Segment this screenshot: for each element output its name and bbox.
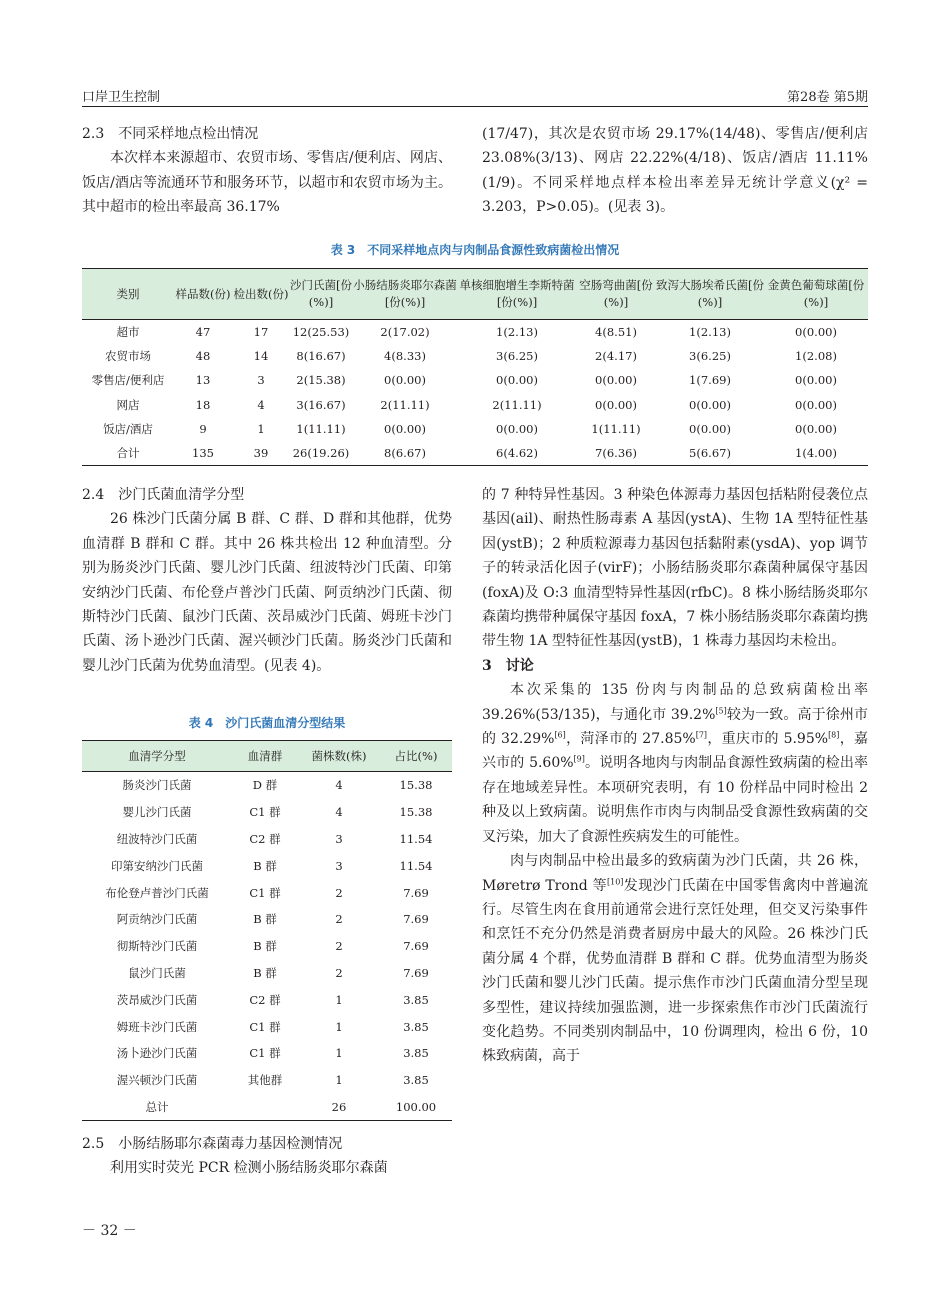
table-cell: 1 xyxy=(257,421,265,436)
text-run: 较为一致。高于徐州市的 32.29% xyxy=(482,706,869,748)
right-column-lower xyxy=(482,483,868,1069)
table-cell: 12(25.53) xyxy=(292,325,350,340)
table-header-cell: 菌株数(株) xyxy=(311,749,367,763)
table-cell: 4 xyxy=(335,805,343,820)
table-cell: 47 xyxy=(195,325,211,340)
table-cell: 0(0.00) xyxy=(795,373,837,388)
table-row xyxy=(82,368,868,392)
table-cell: 135 xyxy=(192,446,214,461)
table-row xyxy=(82,772,452,799)
table-row xyxy=(82,1040,452,1067)
table-cell: 8(16.67) xyxy=(296,349,346,364)
citation-ref[interactable]: [7] xyxy=(695,730,708,740)
table-cell: 0(0.00) xyxy=(384,373,426,388)
table-row xyxy=(82,826,452,853)
table-cell: 1(2.13) xyxy=(689,325,731,340)
section-2-5 xyxy=(82,1132,452,1181)
citation-ref[interactable]: [5] xyxy=(715,706,727,715)
table-row xyxy=(82,320,868,345)
table-cell: 1 xyxy=(335,1019,343,1034)
table-cell: B 群 xyxy=(253,965,277,980)
section-2-5-paragraph-start: 利用实时荧光 PCR 检测小肠结肠炎耶尔森菌 xyxy=(110,1160,388,1177)
table-cell: 3 xyxy=(335,831,343,846)
table-cell: 3.85 xyxy=(403,1019,429,1034)
table-cell: 8(6.67) xyxy=(384,446,426,461)
table-cell: 3(6.25) xyxy=(689,349,731,364)
table-header-cell: 检出数(份) xyxy=(233,286,289,301)
table-cell: 13 xyxy=(195,373,211,388)
table-cell: 网店 xyxy=(116,397,140,412)
table-header-cell: 占比(%) xyxy=(394,749,438,763)
text-run: 肉与肉制品中检出最多的致病菌为沙门氏菌，共 26 株，Møretrø Trond 等 xyxy=(482,853,868,894)
section-2-4 xyxy=(82,483,452,678)
table-cell: B 群 xyxy=(253,939,277,954)
table-cell: 超市 xyxy=(116,325,140,340)
table-cell: 0(0.00) xyxy=(689,421,731,436)
table-cell: C2 群 xyxy=(249,992,281,1007)
table-cell: 0(0.00) xyxy=(595,373,637,388)
table-cell: 印第安纳沙门氏菌 xyxy=(111,858,203,873)
table-cell: 0(0.00) xyxy=(496,373,538,388)
table-cell: 18 xyxy=(195,397,211,412)
table-cell: 0(0.00) xyxy=(795,325,837,340)
table-cell: 2 xyxy=(335,885,343,900)
table-cell: 7.69 xyxy=(403,939,429,954)
table-4-caption: 表 4 沙门氏菌血清分型结果 xyxy=(188,716,346,730)
section-3-title: 3 讨论 xyxy=(482,657,534,674)
table-header-cell: 类别 xyxy=(116,286,140,301)
table-row xyxy=(82,417,868,441)
table-cell: 茨昂威沙门氏菌 xyxy=(116,992,198,1007)
text-run: ，嘉兴市的 5.60% xyxy=(482,731,868,772)
text-run: 本次采集的 135 份肉与肉制品的总致病菌检出率 39.26%(53/135)，与通化市 39.2% xyxy=(482,682,868,723)
table-3 xyxy=(82,268,868,466)
section-2-3-paragraph: 本次样本来源超市、农贸市场、零售店/便利店、网店、饭店/酒店等流通环节和服务环节，以超市和农贸市场为主。其中超市的检出率最高 36.17% xyxy=(82,150,452,216)
table-cell: B 群 xyxy=(253,858,277,873)
table-cell: C1 群 xyxy=(249,805,281,820)
table-cell: 1(11.11) xyxy=(591,421,641,436)
table-cell: 3(6.25) xyxy=(496,349,538,364)
table-header-cell: 血清群 xyxy=(247,749,283,763)
table-cell: 39 xyxy=(253,446,269,461)
journal-name: 口岸卫生控制 xyxy=(82,90,161,105)
table-cell: 肠炎沙门氏菌 xyxy=(122,778,192,793)
table-cell: 7(6.36) xyxy=(595,446,637,461)
table-row xyxy=(82,1013,452,1040)
table-cell: 11.54 xyxy=(399,858,433,873)
table-row xyxy=(82,906,452,933)
section-2-3-title: 2.3 不同采样地点检出情况 xyxy=(82,126,259,142)
table-cell: 纽波特沙门氏菌 xyxy=(116,831,198,846)
table-cell: 4 xyxy=(335,778,343,793)
table-cell: 0(0.00) xyxy=(795,421,837,436)
table-cell: 2 xyxy=(335,965,343,980)
table-cell: 0(0.00) xyxy=(595,397,637,412)
volume-issue: 第28卷 第5期 xyxy=(787,90,868,105)
table-cell: 0(0.00) xyxy=(496,421,538,436)
table-4-header-row xyxy=(82,741,452,772)
table-cell: 饭店/酒店 xyxy=(103,421,153,436)
table-cell: 1 xyxy=(335,1073,343,1088)
table-row xyxy=(82,344,868,368)
table-cell: 4(8.33) xyxy=(384,349,426,364)
text-run: ，菏泽市的 27.85% xyxy=(565,731,696,748)
table-4 xyxy=(82,740,452,1121)
table-row xyxy=(82,393,868,417)
table-cell: 3 xyxy=(335,858,343,873)
table-cell: 1(2.08) xyxy=(795,349,837,364)
table-cell: 3.85 xyxy=(403,992,429,1007)
citation-ref[interactable]: [10] xyxy=(607,876,624,886)
table-cell: 2(17.02) xyxy=(380,325,430,340)
table-cell: 1(4.00) xyxy=(795,446,837,461)
table-cell: 5(6.67) xyxy=(689,446,731,461)
table-cell: 其他群 xyxy=(247,1073,283,1088)
table-cell: 2 xyxy=(335,939,343,954)
section-2-3-right xyxy=(482,122,868,220)
table-cell: 彻斯特沙门氏菌 xyxy=(116,939,198,954)
table-cell: C1 群 xyxy=(249,1046,281,1061)
table-cell: 2(15.38) xyxy=(296,373,346,388)
table-row xyxy=(82,933,452,960)
table-cell: 1(2.13) xyxy=(496,325,538,340)
section-2-4-paragraph: 26 株沙门氏菌分属 B 群、C 群、D 群和其他群，优势血清群 B 群和 C 群。其中 26 株共检出 12 种血清型。分别为肠炎沙门氏菌、婴儿沙门氏菌、纽波特沙门氏菌、印第安纳沙门氏菌、布伦登卢普沙门氏菌、阿贡纳沙门氏菌、彻斯特沙门氏菌、鼠沙门氏菌、茨昂威沙门氏菌、姆班卡沙门氏菌、汤卜逊沙门氏菌、渥兴顿沙门氏菌。肠炎沙门氏菌和婴儿沙门氏菌为优势血清型。(见表 4)。 xyxy=(82,511,452,674)
table-cell: 7.69 xyxy=(403,912,429,927)
table-header-cell: 单核细胞增生李斯特菌[份(%)] xyxy=(459,278,575,309)
table-cell: 2(11.11) xyxy=(492,397,542,412)
table-cell: 26(19.26) xyxy=(292,446,350,461)
table-cell: 48 xyxy=(195,349,211,364)
table-header-cell: 沙门氏菌[份(%)] xyxy=(290,278,352,309)
section-2-3-continuation: (17/47)，其次是农贸市场 29.17%(14/48)、零售店/便利店 23.08%(3/13)、网店 22.22%(4/18)、饭店/酒店 11.11%(1/9)。不同采样地点样本检出率差异无统计学意义(χ² = 3.203，P>0.05)。(见表 3)。 xyxy=(482,126,868,216)
section-2-5-title: 2.5 小肠结肠耶尔森菌毒力基因检测情况 xyxy=(82,1136,343,1152)
table-row xyxy=(82,852,452,879)
page-number: － 32 － xyxy=(82,1223,137,1239)
table-cell: 15.38 xyxy=(399,778,433,793)
table-header-cell: 小肠结肠炎耶尔森菌[份(%)] xyxy=(353,278,457,309)
table-cell: 1 xyxy=(335,992,343,1007)
table-cell: B 群 xyxy=(253,912,277,927)
section-2-4-title: 2.4 沙门氏菌血清学分型 xyxy=(82,487,245,503)
text-run: 发现沙门氏菌在中国零售禽肉中普遍流行。尽管生肉在食用前通常会进行烹饪处理，但交叉污染事件和烹饪不充分仍然是消费者厨房中最大的风险。26 株沙门氏菌分属 4 个群，优势血清群 B 群和 C 群。优势血清型为肠炎沙门氏菌和婴儿沙门氏菌。提示焦作市沙门氏菌血清分型呈现多型性，建议持续加强监测，进一步探索焦作市沙门氏菌流行变化趋势。不同类别肉制品中，10 份调理肉，检出 6 份，10 株致病菌，高于 xyxy=(482,877,869,1065)
table-cell: 9 xyxy=(199,421,207,436)
table-cell: 2 xyxy=(335,912,343,927)
citation-ref[interactable]: [6] xyxy=(554,730,566,740)
table-cell: 零售店/便利店 xyxy=(91,373,165,388)
discussion-paragraph-1 xyxy=(482,678,868,849)
table-row xyxy=(82,1094,452,1121)
table-cell: 7.69 xyxy=(403,965,429,980)
table-cell: 100.00 xyxy=(395,1099,437,1114)
table-cell: C1 群 xyxy=(249,885,281,900)
table-row xyxy=(82,960,452,987)
table-cell: 17 xyxy=(253,325,269,340)
table-cell: 总计 xyxy=(145,1099,169,1114)
table-cell: D 群 xyxy=(252,778,278,793)
table-cell: 1(11.11) xyxy=(296,421,346,436)
table-cell: 1 xyxy=(335,1046,343,1061)
table-header-cell: 样品数(份) xyxy=(175,286,231,301)
table-cell: 布伦登卢普沙门氏菌 xyxy=(105,885,209,900)
section-2-3-left xyxy=(82,122,452,220)
table-cell: 26 xyxy=(331,1099,347,1114)
table-cell: 鼠沙门氏菌 xyxy=(128,965,186,980)
table-row xyxy=(82,799,452,826)
table-header-cell: 血清学分型 xyxy=(128,749,186,763)
table-cell: 11.54 xyxy=(399,831,433,846)
table-cell: C1 群 xyxy=(249,1019,281,1034)
table-cell: 3.85 xyxy=(403,1046,429,1061)
table-row xyxy=(82,1067,452,1094)
citation-ref[interactable]: [8] xyxy=(828,730,840,740)
table-cell: 农贸市场 xyxy=(105,349,151,364)
table-cell: 0(0.00) xyxy=(795,397,837,412)
citation-ref[interactable]: [9] xyxy=(573,754,585,764)
table-cell: 1(7.69) xyxy=(689,373,731,388)
table-cell: 3(16.67) xyxy=(296,397,346,412)
table-row xyxy=(82,879,452,906)
table-cell: 3 xyxy=(257,373,265,388)
text-run: ，重庆市的 5.95% xyxy=(707,731,829,748)
table-cell: 0(0.00) xyxy=(384,421,426,436)
table-cell: 4 xyxy=(257,397,265,412)
table-cell: 7.69 xyxy=(403,885,429,900)
discussion-paragraph-2 xyxy=(482,849,868,1069)
table-cell: 阿贡纳沙门氏菌 xyxy=(116,912,198,927)
table-cell: 2(11.11) xyxy=(380,397,430,412)
table-row xyxy=(82,986,452,1013)
table-cell: 14 xyxy=(253,349,269,364)
table-cell: 2(4.17) xyxy=(595,349,637,364)
table-cell: 3.85 xyxy=(403,1073,429,1088)
table-cell: 渥兴顿沙门氏菌 xyxy=(116,1073,198,1088)
table-header-cell: 金黄色葡萄球菌[份(%)] xyxy=(767,278,865,309)
table-cell: 姆班卡沙门氏菌 xyxy=(116,1019,198,1034)
table-cell: 15.38 xyxy=(399,805,433,820)
running-header xyxy=(82,84,868,107)
table-cell: 合计 xyxy=(116,446,140,461)
table-cell: 婴儿沙门氏菌 xyxy=(122,805,192,820)
table-3-header-row xyxy=(82,269,868,320)
table-cell: 汤卜逊沙门氏菌 xyxy=(116,1046,198,1061)
table-header-cell: 空肠弯曲菌[份(%)] xyxy=(579,278,653,309)
table-cell: C2 群 xyxy=(249,831,281,846)
table-3-caption: 表 3 不同采样地点肉与肉制品食源性致病菌检出情况 xyxy=(330,243,620,257)
table-cell xyxy=(232,1094,298,1121)
table-cell: 4(8.51) xyxy=(595,325,637,340)
section-2-5-continuation: 的 7 种特异性基因。3 种染色体源毒力基因包括粘附侵袭位点基因(ail)、耐热性肠毒素 A 基因(ystA)、生物 1A 型特征性基因(ystB)；2 种质粒源毒力基因包括黏附素(ysdA)、yop 调节子的转录活化因子(virF)；小肠结肠炎耶尔森菌种属保守基因(foxA)及 O:3 血清型特异性基因(rfbC)。8 株小肠结肠炎耶尔森菌均携带种属保守基因 foxA，7 株小肠结肠炎耶尔森菌均携带生物 1A 型特征性基因(ystB)，1 株毒力基因均未检出。 xyxy=(482,487,868,650)
table-header-cell: 致泻大肠埃希氏菌[份(%)] xyxy=(656,278,764,309)
table-cell: 0(0.00) xyxy=(689,397,731,412)
text-run: 。说明各地肉与肉制品食源性致病菌的检出率存在地域差异性。本项研究表明，有 10 份样品中同时检出 2 种及以上致病菌。说明焦作市肉与肉制品受食源性致病菌的交叉污染，加大了食源性疾病发生的可能性。 xyxy=(482,755,868,845)
table-cell: 6(4.62) xyxy=(496,446,538,461)
table-row xyxy=(82,441,868,466)
